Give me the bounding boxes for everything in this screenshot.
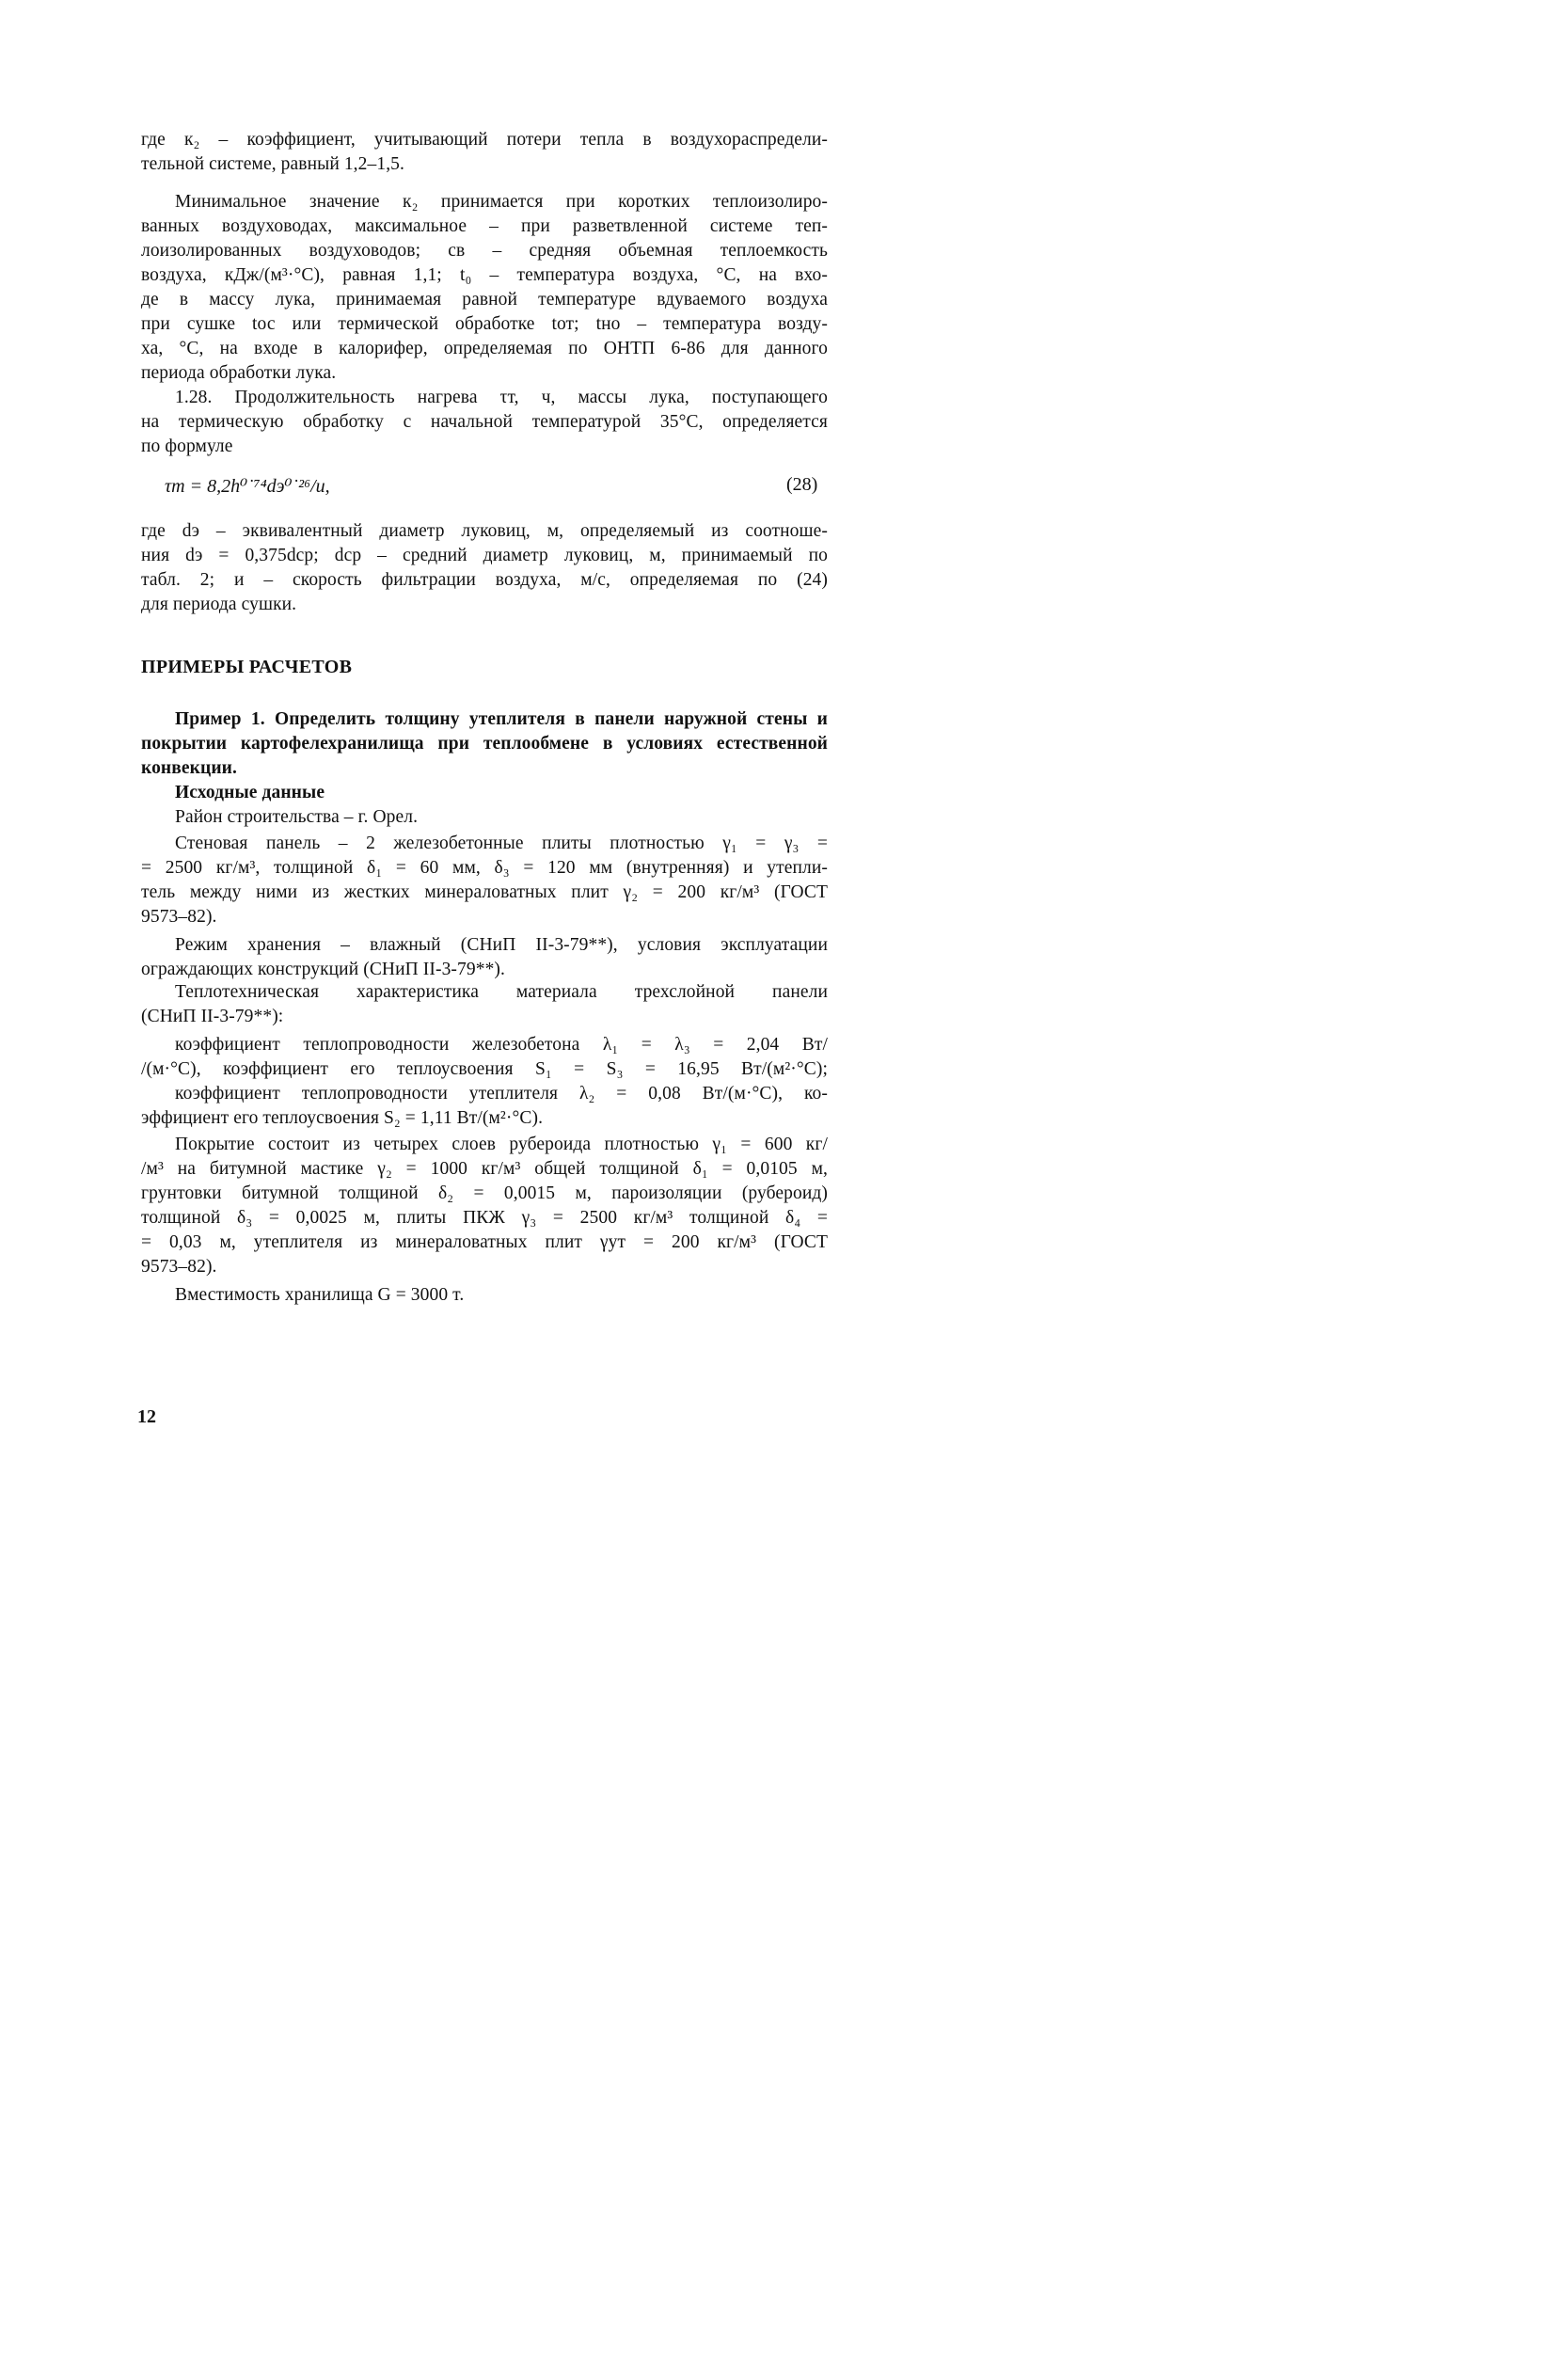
example-line: Теплотехническая характеристика материала трехслойной панели: [175, 982, 828, 1002]
text-line: воздуха, кДж/(м³·°С), равная 1,1; t₀ – температура воздуха, °С, на вхо-: [141, 265, 828, 285]
text-line: периода обработки лука.: [141, 363, 337, 383]
text-line: для периода сушки.: [141, 595, 297, 614]
example-line: 9573–82).: [141, 907, 217, 927]
example-line: (СНиП II-3-79**):: [141, 1007, 284, 1026]
equation-number: (28): [786, 474, 818, 495]
example-line: = 0,03 м, утеплителя из минераловатных плит γут = 200 кг/м³ (ГОСТ: [141, 1232, 828, 1252]
example-line: эффициент его теплоусвоения S₂ = 1,11 Вт/(м²·°С).: [141, 1108, 544, 1128]
text-line: по формуле: [141, 437, 233, 456]
text-line: де в массу лука, принимаемая равной температуре вдуваемого воздуха: [141, 290, 828, 310]
text-line: при сушке tос или термической обработке tот; tно – температура возду-: [141, 314, 828, 334]
document-page: [0, 0, 984, 1486]
text-line: Минимальное значение к₂ принимается при коротких теплоизолиро-: [175, 192, 828, 212]
example-line: коэффициент теплопроводности утеплителя λ₂ = 0,08 Вт/(м·°С), ко-: [175, 1084, 828, 1104]
page-number: 12: [137, 1406, 156, 1427]
text-line: на термическую обработку с начальной температурой 35°С, определяется: [141, 412, 828, 432]
example-line: 9573–82).: [141, 1257, 217, 1277]
example-line: Район строительства – г. Орел.: [175, 807, 419, 827]
text-line: ния dэ = 0,375dср; dср – средний диаметр луковиц, м, принимаемый по: [141, 546, 828, 565]
example-line: толщиной δ₃ = 0,0025 м, плиты ПКЖ γ₃ = 2500 кг/м³ толщиной δ₄ =: [141, 1208, 828, 1228]
example-line: грунтовки битумной толщиной δ₂ = 0,0015 м, пароизоляции (рубероид): [141, 1183, 828, 1203]
section-heading: ПРИМЕРЫ РАСЧЕТОВ: [141, 657, 353, 677]
example-line: Покрытие состоит из четырех слоев рубероида плотностью γ₁ = 600 кг/: [175, 1135, 828, 1154]
example-line: коэффициент теплопроводности железобетона λ₁ = λ₃ = 2,04 Вт/: [175, 1035, 828, 1055]
subheading-initial-data: Исходные данные: [175, 783, 325, 802]
text-line: ха, °С, на входе в калорифер, определяемая по ОНТП 6-86 для данного: [141, 339, 828, 358]
text-line: табл. 2; и – скорость фильтрации воздуха, м/с, определяемая по (24): [141, 570, 828, 590]
text-line: тельной системе, равный 1,2–1,5.: [141, 154, 404, 174]
example-line: тель между ними из жестких минераловатных плит γ₂ = 200 кг/м³ (ГОСТ: [141, 882, 828, 902]
example-line: Пример 1. Определить толщину утеплителя в панели наружной стены и: [175, 709, 828, 729]
text-line: ванных воздуховодах, максимальное – при разветвленной системе теп-: [141, 216, 828, 236]
text-line: 1.28. Продолжительность нагрева τт, ч, массы лука, поступающего: [175, 388, 828, 407]
example-line: Вместимость хранилища G = 3000 т.: [175, 1285, 465, 1305]
example-line: /(м·°С), коэффициент его теплоусвоения S₁ = S₃ = 16,95 Вт/(м²·°С);: [141, 1059, 828, 1079]
text-line: лоизолированных воздуховодов; св – средняя объемная теплоемкость: [141, 241, 828, 261]
example-line: Стеновая панель – 2 железобетонные плиты плотностью γ₁ = γ₃ =: [175, 834, 828, 853]
text-line: где к₂ – коэффициент, учитывающий потери тепла в воздухораспредели-: [141, 130, 828, 150]
example-line: = 2500 кг/м³, толщиной δ₁ = 60 мм, δ₃ = 120 мм (внутренняя) и утепли-: [141, 858, 828, 878]
example-line: конвекции.: [141, 758, 237, 778]
example-line: ограждающих конструкций (СНиП II-3-79**).: [141, 960, 505, 979]
example-line: Режим хранения – влажный (СНиП II-3-79**), условия эксплуатации: [175, 935, 828, 955]
text-line: где dэ – эквивалентный диаметр луковиц, м, определяемый из соотноше-: [141, 521, 828, 541]
example-line: /м³ на битумной мастике γ₂ = 1000 кг/м³ общей толщиной δ₁ = 0,0105 м,: [141, 1159, 828, 1179]
formula: τт = 8,2h⁰˙⁷⁴dэ⁰˙²⁶/и,: [165, 476, 330, 497]
example-line: покрытии картофелехранилища при теплообмене в условиях естественной: [141, 734, 828, 754]
